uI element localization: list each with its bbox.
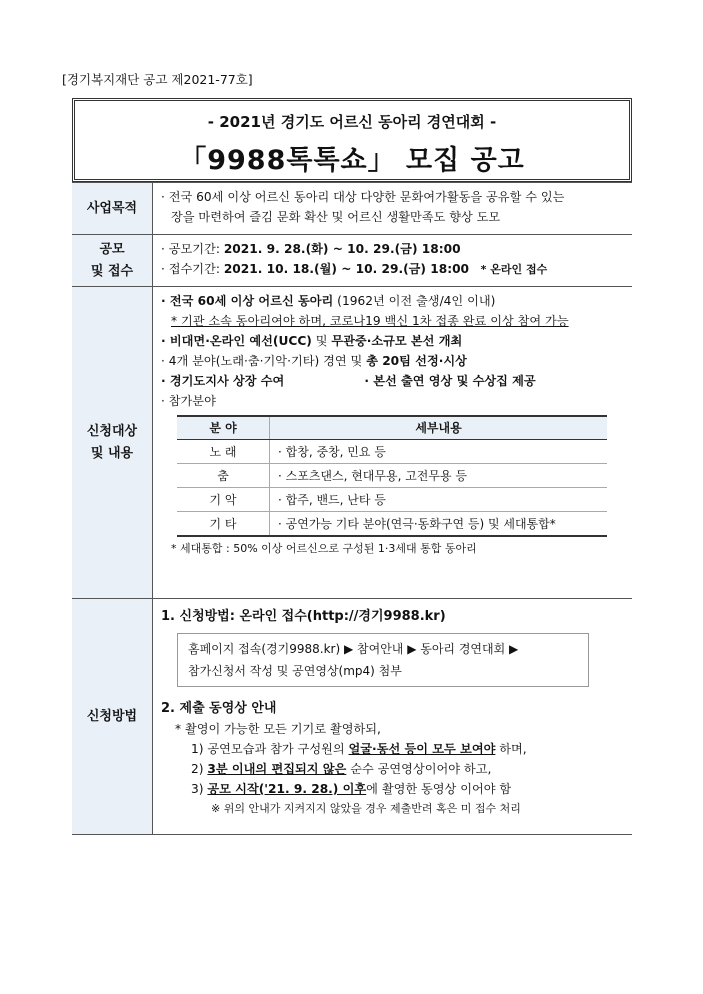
video-rule-3b: 공모 시작('21. 9. 28.) 이후 <box>207 782 367 796</box>
target-row <box>72 287 632 599</box>
video-rule-1b: 얼굴·동선 등이 모두 보여야 <box>348 742 496 756</box>
method-section-1: 1. 신청방법: 온라인 접수(http://경기9988.kr) <box>161 609 446 624</box>
genre-detail: · 공연가능 기타 분야(연극·동화구연 등) 및 세대통합* <box>270 512 608 537</box>
target-line-3a: · 비대면·온라인 예선(UCC) <box>161 334 312 348</box>
notice-table <box>72 182 632 835</box>
method-label: 신청방법 <box>72 599 153 835</box>
genre-field: 기 악 <box>177 488 270 512</box>
table-row <box>177 464 607 488</box>
video-rule-1a: 1) 공연모습과 참가 구성원의 <box>191 742 349 756</box>
genre-header-detail: 세부내용 <box>270 416 608 440</box>
purpose-line-1: · 전국 60세 이상 어르신 동아리 대상 다양한 문화여가활동을 공유할 수 있는 <box>161 190 565 204</box>
target-eligibility: · 전국 60세 이상 어르신 동아리 <box>161 294 334 308</box>
contest-content <box>153 235 633 287</box>
genre-header-field: 분 야 <box>177 416 270 440</box>
video-rule-2c: 순수 공연영상이어야 하고, <box>346 762 492 776</box>
target-line-2: * 기관 소속 동아리여야 하며, 코로나19 백신 1차 접종 완료 이상 참여 가능 <box>171 314 569 328</box>
contest-label <box>72 235 153 287</box>
receipt-period <box>161 259 626 280</box>
title-box <box>72 98 632 182</box>
table-row <box>177 512 607 537</box>
purpose-line-2: 장을 마련하여 즐김 문화 확산 및 어르신 생활만족도 향상 도모 <box>171 210 501 224</box>
video-rule-3c: 에 촬영한 동영상 이어야 함 <box>366 782 512 796</box>
method-row <box>72 599 632 835</box>
target-line-5a: · 경기도지사 상장 수여 <box>161 374 285 388</box>
event-subtitle: - 2021년 경기도 어르신 동아리 경연대회 - <box>207 113 497 131</box>
target-label-1: 신청대상 <box>86 423 138 439</box>
genre-field: 기 타 <box>177 512 270 537</box>
receipt-period-prefix: · 접수기간: <box>161 262 224 276</box>
genre-table <box>177 415 607 537</box>
steps-line-1: 홈페이지 접속(경기9988.kr) ▶ 참여안내 ▶ 동아리 경연대회 ▶ <box>188 642 519 656</box>
online-note: * 온라인 접수 <box>480 263 548 276</box>
target-line-4 <box>161 351 626 371</box>
target-line-4b: 총 20팀 선정·시상 <box>366 354 467 368</box>
target-label <box>72 287 153 599</box>
target-label-2: 및 내용 <box>90 445 134 461</box>
table-row <box>177 440 607 464</box>
genre-field: 춤 <box>177 464 270 488</box>
table-row <box>177 488 607 512</box>
genre-detail: · 스포츠댄스, 현대무용, 고전무용 등 <box>270 464 608 488</box>
target-content <box>153 287 633 599</box>
purpose-row <box>72 183 632 235</box>
genre-detail: · 합주, 밴드, 난타 등 <box>270 488 608 512</box>
contest-period-prefix: · 공모기간: <box>161 242 224 256</box>
video-rule-1 <box>161 739 626 759</box>
submission-warning: ※ 위의 안내가 지켜지지 않았을 경우 제출반려 혹은 미 접수 처리 <box>211 802 521 815</box>
target-line-1 <box>161 291 626 311</box>
target-line-5 <box>161 371 626 391</box>
contest-label-1: 공모 <box>99 241 125 257</box>
contest-period <box>161 239 626 259</box>
genre-detail: · 합창, 중창, 민요 등 <box>270 440 608 464</box>
contest-label-2: 및 접수 <box>90 263 134 279</box>
page-title: 「9988톡톡쇼」 모집 공고 <box>179 145 525 176</box>
video-rule-2b: 3분 이내의 편집되지 않은 <box>207 762 347 776</box>
notice-number: [경기복지재단 공고 제2021-77호] <box>62 72 253 87</box>
steps-line-2: 참가신청서 작성 및 공연영상(mp4) 첨부 <box>188 664 402 678</box>
application-steps-box <box>177 633 589 687</box>
purpose-content <box>153 183 633 235</box>
target-line-3b: 및 <box>311 334 332 348</box>
target-line-3 <box>161 331 626 351</box>
method-section-2: 2. 제출 동영상 안내 <box>161 701 277 716</box>
receipt-period-value: 2021. 10. 18.(월) ~ 10. 29.(금) 18:00 <box>223 262 470 276</box>
video-rule-2 <box>161 759 626 779</box>
target-line-4a: · 4개 분야(노래·춤·기악·기타) 경연 및 <box>161 354 367 368</box>
target-line-5b: · 본선 출연 영상 및 수상집 제공 <box>364 374 536 388</box>
video-rule-3 <box>161 779 626 799</box>
video-rule-1c: 하며, <box>495 742 527 756</box>
target-eligibility-detail: (1962년 이전 출생/4인 이내) <box>333 294 496 308</box>
target-line-6: · 참가분야 <box>161 394 216 408</box>
purpose-label: 사업목적 <box>72 183 153 235</box>
video-rule-3a: 3) <box>191 782 208 796</box>
contest-row <box>72 235 632 287</box>
genre-field: 노 래 <box>177 440 270 464</box>
video-rule-2a: 2) <box>191 762 208 776</box>
method-content <box>153 599 633 835</box>
contest-period-value: 2021. 9. 28.(화) ~ 10. 29.(금) 18:00 <box>223 242 461 256</box>
genre-header <box>177 416 607 440</box>
target-line-3c: 무관중·소규모 본선 개최 <box>331 334 463 348</box>
video-intro: * 촬영이 가능한 모든 기기로 촬영하되, <box>175 722 381 736</box>
genre-footnote: * 세대통합 : 50% 이상 어르신으로 구성된 1·3세대 통합 동아리 <box>171 542 477 555</box>
